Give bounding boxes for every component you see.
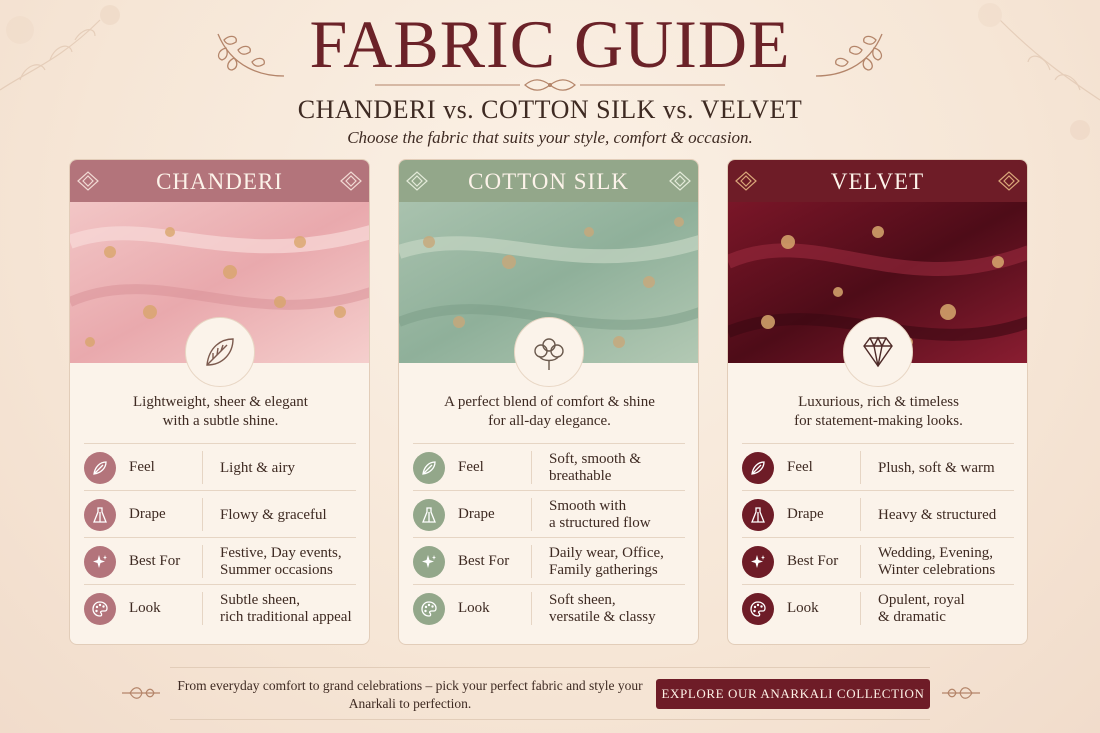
card-description: Luxurious, rich & timeless for statement-making looks. xyxy=(794,394,963,429)
feather-icon xyxy=(742,452,774,484)
attribute-row-best-for xyxy=(742,537,1014,584)
attribute-row-look xyxy=(84,584,356,631)
card-header xyxy=(399,160,698,202)
attribute-label: Drape xyxy=(129,506,166,522)
fabric-card-chanderi xyxy=(69,159,370,645)
cotton-flower-icon xyxy=(514,317,584,387)
attribute-label: Look xyxy=(458,600,490,616)
attribute-row-feel xyxy=(413,443,685,490)
attribute-row-feel xyxy=(84,443,356,490)
ornament-icon xyxy=(940,682,982,704)
attribute-row-feel xyxy=(742,443,1014,490)
attribute-label: Drape xyxy=(458,506,495,522)
attribute-label: Best For xyxy=(458,553,510,569)
feather-icon xyxy=(413,452,445,484)
attribute-row-drape xyxy=(413,490,685,537)
feather-icon xyxy=(84,452,116,484)
fabric-card-cotton-silk xyxy=(398,159,699,645)
ornament-icon xyxy=(120,682,162,704)
sparkle-icon xyxy=(742,546,774,578)
ornament-icon xyxy=(734,170,758,192)
card-description: A perfect blend of comfort & shine for all-day elegance. xyxy=(444,394,655,429)
attribute-value: Daily wear, Office, Family gatherings xyxy=(549,545,664,578)
attribute-value: Soft, smooth & breathable xyxy=(549,451,642,484)
page-subtitle: CHANDERI vs. COTTON SILK vs. VELVET xyxy=(297,95,803,124)
fabric-swatch-image xyxy=(399,202,699,363)
attribute-list xyxy=(742,443,1014,631)
attribute-label: Feel xyxy=(787,459,813,475)
sparkle-icon xyxy=(413,546,445,578)
ornament-icon xyxy=(668,170,692,192)
fabric-card-velvet xyxy=(727,159,1028,645)
footer-bar xyxy=(170,667,930,720)
card-title: VELVET xyxy=(830,169,925,194)
attribute-label: Best For xyxy=(129,553,181,569)
attribute-value: Wedding, Evening, Winter celebrations xyxy=(878,545,996,578)
attribute-row-drape xyxy=(84,490,356,537)
card-title: COTTON SILK xyxy=(468,169,629,194)
attribute-row-look xyxy=(413,584,685,631)
attribute-value: Light & airy xyxy=(220,459,295,476)
card-title: CHANDERI xyxy=(156,169,283,194)
card-header xyxy=(70,160,369,202)
explore-collection-button[interactable]: EXPLORE OUR ANARKALI COLLECTION xyxy=(656,679,930,709)
attribute-value: Opulent, royal & dramatic xyxy=(878,592,965,625)
palette-icon xyxy=(742,593,774,625)
attribute-row-drape xyxy=(742,490,1014,537)
attribute-value: Smooth with a structured flow xyxy=(549,498,651,531)
ornament-icon xyxy=(997,170,1021,192)
leaf-icon xyxy=(185,317,255,387)
ornament-icon xyxy=(405,170,429,192)
attribute-label: Best For xyxy=(787,553,839,569)
ornamental-divider xyxy=(375,78,725,92)
attribute-value: Festive, Day events, Summer occasions xyxy=(220,545,342,578)
diamond-icon xyxy=(843,317,913,387)
attribute-row-look xyxy=(742,584,1014,631)
attribute-list xyxy=(413,443,685,631)
ornament-icon xyxy=(76,170,100,192)
page-title: FABRIC GUIDE xyxy=(309,6,791,82)
attribute-list xyxy=(84,443,356,631)
footer-text: From everyday comfort to grand celebrations – pick your perfect fabric and style your Anarkali to perfection. xyxy=(177,678,643,711)
card-description: Lightweight, sheer & elegant with a subtle shine. xyxy=(133,394,308,429)
attribute-value: Heavy & structured xyxy=(878,506,997,523)
attribute-row-best-for xyxy=(413,537,685,584)
dress-icon xyxy=(742,499,774,531)
card-header xyxy=(728,160,1027,202)
attribute-label: Look xyxy=(787,600,819,616)
ornament-icon xyxy=(339,170,363,192)
attribute-value: Subtle sheen, rich traditional appeal xyxy=(220,592,352,625)
page-tagline: Choose the fabric that suits your style, comfort & occasion. xyxy=(347,128,753,147)
dress-icon xyxy=(84,499,116,531)
fabric-swatch-image xyxy=(70,202,370,363)
sparkle-icon xyxy=(84,546,116,578)
attribute-value: Flowy & graceful xyxy=(220,506,327,523)
attribute-value: Soft sheen, versatile & classy xyxy=(549,592,656,625)
attribute-label: Feel xyxy=(458,459,484,475)
dress-icon xyxy=(413,499,445,531)
fabric-swatch-image xyxy=(728,202,1028,363)
attribute-label: Look xyxy=(129,600,161,616)
attribute-value: Plush, soft & warm xyxy=(878,459,995,476)
attribute-label: Feel xyxy=(129,459,155,475)
attribute-row-best-for xyxy=(84,537,356,584)
palette-icon xyxy=(413,593,445,625)
palette-icon xyxy=(84,593,116,625)
attribute-label: Drape xyxy=(787,506,824,522)
